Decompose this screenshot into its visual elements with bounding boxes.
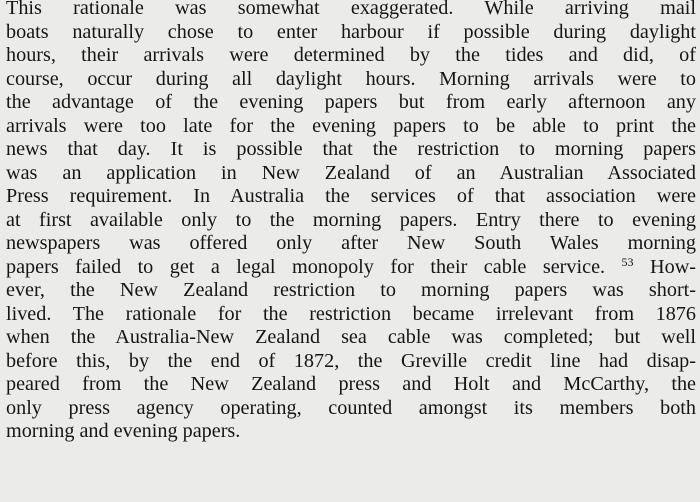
text-line: morning and evening papers. xyxy=(6,420,241,442)
text-line: lived. The rationale for the restriction became irrelevant from 1876 xyxy=(6,302,696,325)
text-line: before this, by the end of 1872, the Greville credit line had disap- xyxy=(6,349,696,372)
text-line: ever, the New Zealand restriction to morning papers was short- xyxy=(6,279,696,301)
document-page xyxy=(6,0,696,444)
text-line: This rationale was somewhat exaggerated. While arriving mail xyxy=(6,0,696,19)
text-line: newspapers was offered only after New South Wales morning xyxy=(6,232,696,254)
text-line: course, occur during all daylight hours. Morning arrivals were to xyxy=(6,67,696,90)
text-line-with-footnote xyxy=(6,256,696,280)
text-line: when the Australia-New Zealand sea cable was completed; but well xyxy=(6,326,696,348)
text-line: hours, their arrivals were determined by the tides and did, of xyxy=(6,44,696,66)
text-segment: papers failed to get a legal monopoly for their cable service. xyxy=(6,255,606,278)
text-line: only press agency operating, counted amongst its members both xyxy=(6,396,696,419)
text-line: was an application in New Zealand of an Australian Associated xyxy=(6,161,696,184)
text-segment: How- xyxy=(650,255,696,278)
text-line: at first available only to the morning papers. Entry there to evening xyxy=(6,208,696,231)
text-line: peared from the New Zealand press and Holt and McCarthy, the xyxy=(6,373,696,395)
text-line: news that day. It is possible that the restriction to morning papers xyxy=(6,138,696,160)
text-line: Press requirement. In Australia the services of that association were xyxy=(6,185,696,207)
text-line: the advantage of the evening papers but from early afternoon any xyxy=(6,91,696,113)
footnote-reference: 53 xyxy=(621,254,634,269)
text-line: arrivals were too late for the evening papers to be able to print the xyxy=(6,114,696,137)
text-line: boats naturally chose to enter harbour if possible during daylight xyxy=(6,20,696,43)
